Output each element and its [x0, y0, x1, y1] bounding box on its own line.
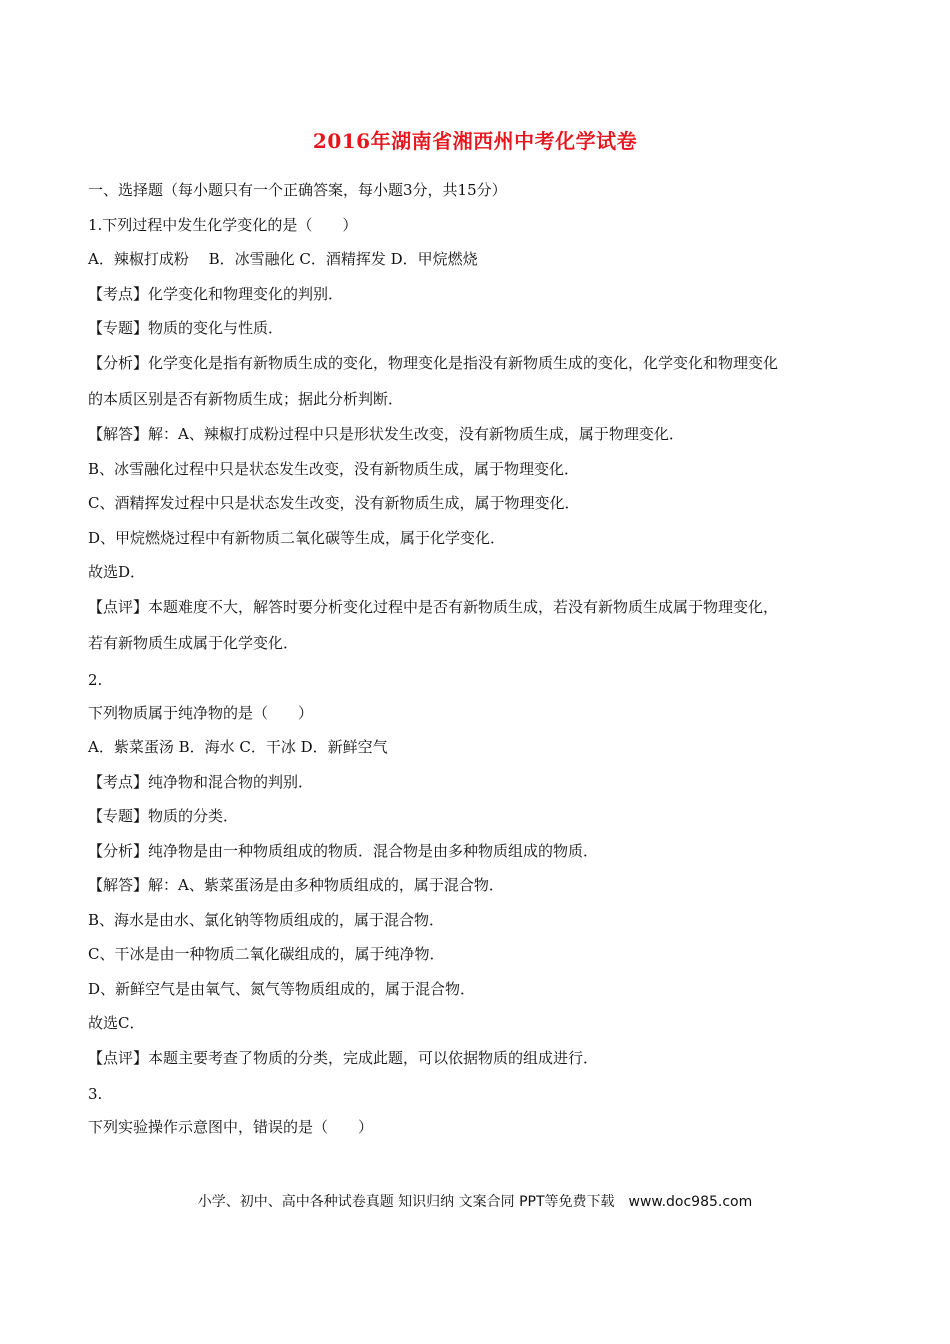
question-1-jieda-b: B、冰雪融化过程中只是状态发生改变，没有新物质生成，属于物理变化． — [88, 460, 580, 478]
question-2-dianping: 【点评】本题主要考查了物质的分类，完成此题，可以依据物质的组成进行． — [88, 1049, 599, 1067]
question-1-kaodian: 【考点】化学变化和物理变化的判别． — [88, 285, 344, 303]
question-1-fenxi: 【分析】化学变化是指有新物质生成的变化，物理变化是指没有新物质生成的变化，化学变化和物理变化 — [88, 354, 779, 372]
question-2-jieda-d: D、新鲜空气是由氧气、氮气等物质组成的，属于混合物． — [88, 980, 476, 998]
question-1-jieda-c: C、酒精挥发过程中只是状态发生改变，没有新物质生成，属于物理变化． — [88, 494, 580, 512]
question-1-jieda-d: D、甲烷燃烧过程中有新物质二氧化碳等生成，属于化学变化． — [88, 529, 506, 547]
question-2-stem: 下列物质属于纯净物的是（ ） — [88, 704, 314, 722]
question-2-number: 2. — [88, 671, 103, 689]
section-heading: 一、选择题（每小题只有一个正确答案，每小题3分，共15分） — [88, 181, 507, 199]
question-2-zhuanti: 【专题】物质的分类． — [88, 807, 239, 825]
question-1-dianping-cont: 若有新物质生成属于化学变化． — [88, 634, 299, 652]
question-2-kaodian: 【考点】纯净物和混合物的判别． — [88, 773, 314, 791]
question-1-answer: 故选D． — [88, 563, 146, 581]
page-footer: 小学、初中、高中各种试卷真题 知识归纳 文案合同 PPT等免费下载 www.doc985.com — [197, 1194, 753, 1210]
question-3-number: 3. — [88, 1085, 103, 1103]
question-1-zhuanti: 【专题】物质的变化与性质． — [88, 319, 284, 337]
question-2-options: A．紫菜蛋汤 B．海水 C．干冰 D．新鲜空气 — [88, 738, 388, 756]
question-2-jieda: 【解答】解：A、紫菜蛋汤是由多种物质组成的，属于混合物． — [88, 876, 504, 894]
question-2-fenxi: 【分析】纯净物是由一种物质组成的物质．混合物是由多种物质组成的物质． — [88, 842, 599, 860]
question-1-dianping: 【点评】本题难度不大，解答时要分析变化过程中是否有新物质生成，若没有新物质生成属于物理变化， — [88, 598, 779, 616]
question-1-jieda: 【解答】解：A、辣椒打成粉过程中只是形状发生改变，没有新物质生成，属于物理变化． — [88, 425, 684, 443]
question-1-options: A．辣椒打成粉 B．冰雪融化 C．酒精挥发 D．甲烷燃烧 — [88, 250, 478, 268]
question-1-fenxi-cont: 的本质区别是否有新物质生成；据此分析判断． — [88, 390, 404, 408]
question-1-stem: 1.下列过程中发生化学变化的是（ ） — [88, 216, 358, 234]
question-2-answer: 故选C． — [88, 1014, 145, 1032]
document-title: 2016年湖南省湘西州中考化学试卷 — [312, 129, 638, 153]
question-3-stem: 下列实验操作示意图中，错误的是（ ） — [88, 1118, 374, 1136]
question-2-jieda-c: C、干冰是由一种物质二氧化碳组成的，属于纯净物． — [88, 945, 445, 963]
question-2-jieda-b: B、海水是由水、氯化钠等物质组成的，属于混合物． — [88, 911, 445, 929]
